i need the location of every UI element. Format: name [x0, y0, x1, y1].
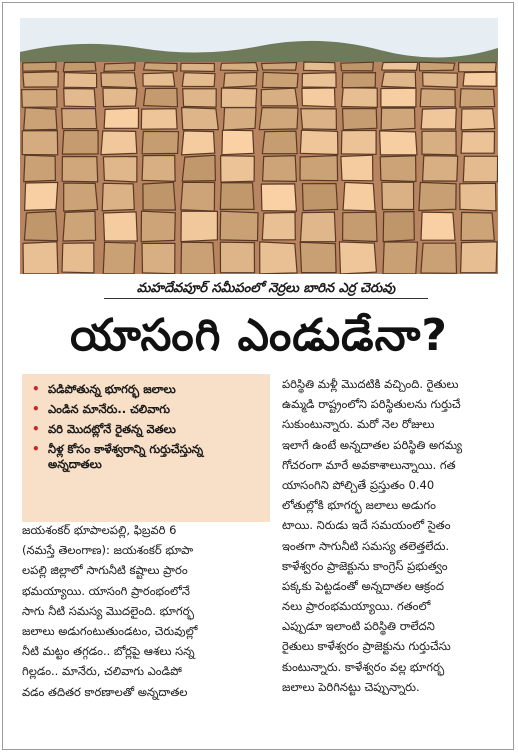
- mud-plate: [419, 182, 456, 210]
- mud-plate: [382, 182, 414, 209]
- mud-plate: [302, 73, 336, 88]
- mud-plate: [459, 63, 497, 72]
- mud-plate: [104, 108, 138, 128]
- article-line: ఇలాగే ఉంటే అన్నదాతల పరిస్థితి అగమ్య: [282, 437, 463, 452]
- mud-plate: [64, 89, 96, 107]
- mud-plate: [22, 89, 57, 107]
- mud-plate: [461, 132, 494, 154]
- mud-plate: [143, 73, 175, 87]
- article-line: ఉమ్మడి రాష్ట్రంలోని పరిస్థితులను గుర్తుచే: [282, 397, 461, 412]
- mud-plate: [141, 211, 175, 242]
- article-line: గిల్లడం.. మానేరు, చలివాగు ఎండిపో: [22, 664, 182, 679]
- mud-plate: [102, 183, 134, 210]
- mud-plate: [460, 183, 496, 211]
- article-line: జలాలు పెరిగినట్టు చెప్పున్నారు.: [282, 679, 420, 694]
- mud-plate: [341, 130, 376, 154]
- article-line: సాగు నీటి సమస్య మొదలైంది. భూగర్భ: [22, 603, 194, 618]
- mud-plate: [262, 131, 297, 154]
- mud-plate: [23, 242, 58, 274]
- mud-plate: [461, 109, 494, 130]
- mud-plate: [221, 156, 255, 182]
- mud-plate: [382, 62, 418, 70]
- mud-plate: [141, 109, 177, 130]
- mud-plate: [381, 88, 416, 107]
- mud-plate: [103, 88, 137, 107]
- cracked-lakebed-photo: [20, 18, 498, 274]
- mud-plate: [182, 73, 215, 87]
- mud-plate: [64, 183, 98, 211]
- mud-plate: [343, 212, 377, 241]
- mud-plate: [144, 63, 178, 71]
- article-line: వడం తదితర కారణాలతో అన్నదాతల: [22, 684, 188, 699]
- mud-plate: [339, 242, 376, 274]
- mud-plate: [220, 183, 254, 210]
- mud-plate: [423, 73, 458, 88]
- article-line: జలాలు అడుగంటుతుండటం, చెరువుల్లో: [22, 623, 198, 638]
- mud-plate: [263, 72, 299, 87]
- mud-plate: [300, 156, 338, 181]
- highlight-text: పడిపోతున్న భూగర్భ జలాలు: [48, 382, 176, 396]
- mud-plate: [182, 131, 215, 155]
- mud-plate: [262, 63, 297, 71]
- mud-plate: [260, 242, 297, 274]
- bullet-icon: •: [32, 382, 40, 396]
- mud-plate: [263, 156, 297, 182]
- mud-plate: [380, 131, 417, 155]
- mud-plate: [223, 108, 256, 131]
- mud-plate: [101, 73, 136, 88]
- mud-plate: [419, 62, 454, 71]
- mud-plate: [25, 182, 58, 210]
- mud-plate: [224, 73, 257, 88]
- mud-plate: [142, 155, 175, 181]
- mud-plate: [342, 73, 375, 88]
- mud-plate: [144, 88, 178, 107]
- mud-plate: [262, 212, 295, 240]
- article-line: నలు ప్రారంభమయ్యాయి. గతంలో: [282, 599, 431, 614]
- mud-plate: [220, 211, 258, 241]
- article-line: లపల్లి జిల్లాలో సాగునీటి కష్టాలు ప్రారం: [22, 563, 188, 578]
- mud-plate: [461, 242, 497, 273]
- mud-plate: [104, 63, 135, 72]
- highlights-box: [22, 374, 270, 522]
- mud-plate: [383, 242, 418, 274]
- mud-plate: [461, 212, 494, 240]
- mud-plate: [342, 88, 378, 108]
- mud-plate: [302, 184, 337, 211]
- article-line: సుకుంటున్నారు. మరో నెల రోజులు: [282, 417, 435, 432]
- article-line: కుంటున్నారు. కాళేశ్వరం వల్ల భూగర్భ: [282, 659, 445, 674]
- article-line: పక్కకు పెట్టడంతో అన్నదాతల ఆక్రంద: [282, 578, 445, 593]
- article-line: లోతుల్లోకి భూగర్భ జలాలు అడుగం: [282, 498, 436, 513]
- mud-plate: [421, 243, 457, 273]
- mud-plate: [103, 212, 137, 241]
- mud-plate: [62, 243, 94, 273]
- mud-plate: [422, 131, 456, 155]
- highlight-item: [32, 402, 260, 417]
- mud-plate: [221, 88, 256, 108]
- article-line: రైతులు కాళేశ్వరం ప్రాజెక్టును గుర్తుచేసు: [282, 639, 451, 654]
- mud-plate: [62, 130, 98, 154]
- mud-plate: [380, 156, 416, 182]
- mud-plate: [261, 184, 296, 211]
- article-left-column: [22, 520, 274, 702]
- highlight-item: [32, 442, 260, 472]
- article-line: పరిస్థితి మళ్లీ మొదటికి వచ్చింది. రైతులు: [282, 377, 459, 391]
- mud-plate: [304, 62, 336, 71]
- mud-plate: [143, 182, 176, 210]
- photo-caption: మహదేవపూర్ సమీపంలో నెర్రలు బారిన ఎర్ర చెరువు: [104, 280, 428, 299]
- article-line: టాయి. నిరుడు ఇదే సమయంలో సైతం: [282, 518, 451, 533]
- mud-plate: [23, 72, 58, 87]
- article-line: నీటి మట్టం తగ్గడం.. బోర్లపై ఆశలు సన్న: [22, 644, 195, 659]
- mud-plate: [64, 73, 97, 88]
- mud-plate: [302, 88, 335, 107]
- highlight-text: ఎండిన మానేరు.. చలివాగు: [48, 402, 170, 416]
- mud-plate: [142, 131, 178, 153]
- mud-plate: [182, 108, 219, 130]
- mud-plate: [382, 72, 416, 88]
- mud-plate: [181, 211, 217, 241]
- mud-plate: [220, 242, 254, 273]
- bullet-icon: •: [32, 402, 40, 416]
- mud-plate: [24, 108, 57, 130]
- mud-plate: [103, 242, 135, 274]
- article-line: యాసంగిని పోల్చితే ప్రస్తుతం 0.40: [282, 477, 435, 492]
- bullet-icon: •: [32, 422, 40, 436]
- mud-plate: [383, 212, 414, 242]
- mud-plate: [341, 155, 373, 181]
- mud-plate: [343, 182, 375, 210]
- article-line: ఇంతగా సాగునీటి సమస్య తలెత్తలేదు.: [282, 538, 450, 553]
- mud-plate: [62, 157, 97, 182]
- article-line: జయశంకర్ భూపాలపల్లి, ఫిబ్రవరి 6: [22, 523, 177, 537]
- mud-plate: [24, 155, 56, 181]
- mud-plate: [420, 89, 455, 107]
- mud-plate: [259, 108, 298, 130]
- mud-plate: [220, 63, 258, 71]
- article-right-column: [282, 374, 504, 697]
- mud-plate: [181, 182, 215, 211]
- article-line: కాళేశ్వరం ప్రాజెక్టును కాంగ్రెస్ ప్రభుత్వం: [282, 558, 448, 573]
- mud-plate: [381, 108, 415, 130]
- highlight-item: [32, 382, 260, 397]
- mud-plate: [181, 63, 215, 71]
- headline: యాసంగి ఎండుడేనా?: [70, 310, 448, 361]
- mud-plate: [423, 156, 458, 182]
- article-line: ఎప్పుడూ ఇలాంటి పరిస్థితి రాలేదని: [282, 619, 435, 634]
- highlight-text: వరి మొదట్లోనే రైతన్న వెతలు: [48, 422, 176, 436]
- mud-plate: [63, 211, 96, 241]
- mud-plate: [22, 131, 58, 155]
- mud-plate: [181, 242, 215, 274]
- mud-plate: [103, 157, 136, 183]
- mud-plate: [62, 109, 97, 129]
- mud-plate: [301, 212, 336, 242]
- mud-plate: [182, 155, 215, 181]
- mud-plate: [261, 88, 297, 106]
- bullet-icon: •: [32, 442, 40, 456]
- highlight-item: [32, 422, 260, 437]
- dry-lake-image: [20, 18, 498, 274]
- article-line: గోచరంగా మారే అవకాశాలున్నాయి. గత: [282, 457, 456, 472]
- article-line: (నమస్తే తెలంగాణ): జయశంకర్ భూపా: [22, 543, 194, 558]
- highlight-text: నీళ్ల కోసం కాళేశ్వరాన్ని గుర్తుచేస్తున్న అన్నదాతలు: [48, 442, 204, 471]
- mud-plate: [463, 156, 497, 182]
- mud-plate: [421, 212, 455, 240]
- mud-plate: [142, 243, 175, 273]
- mud-plate: [183, 89, 217, 107]
- mud-plate: [343, 109, 377, 130]
- mud-plate: [23, 62, 56, 71]
- article-line: భమయ్యాయి. యాసంగి ప్రారంభంలోనే: [22, 583, 190, 598]
- mud-plate: [101, 131, 137, 155]
- mud-plate: [300, 242, 336, 272]
- mud-plate: [300, 130, 338, 154]
- mud-plate: [24, 211, 57, 240]
- mud-plate: [341, 62, 374, 71]
- mud-plate: [460, 89, 495, 107]
- mud-plate: [63, 62, 96, 71]
- mud-plate: [463, 72, 496, 86]
- mud-plate: [421, 108, 456, 129]
- mud-plate: [301, 109, 337, 130]
- mud-plate: [222, 130, 254, 155]
